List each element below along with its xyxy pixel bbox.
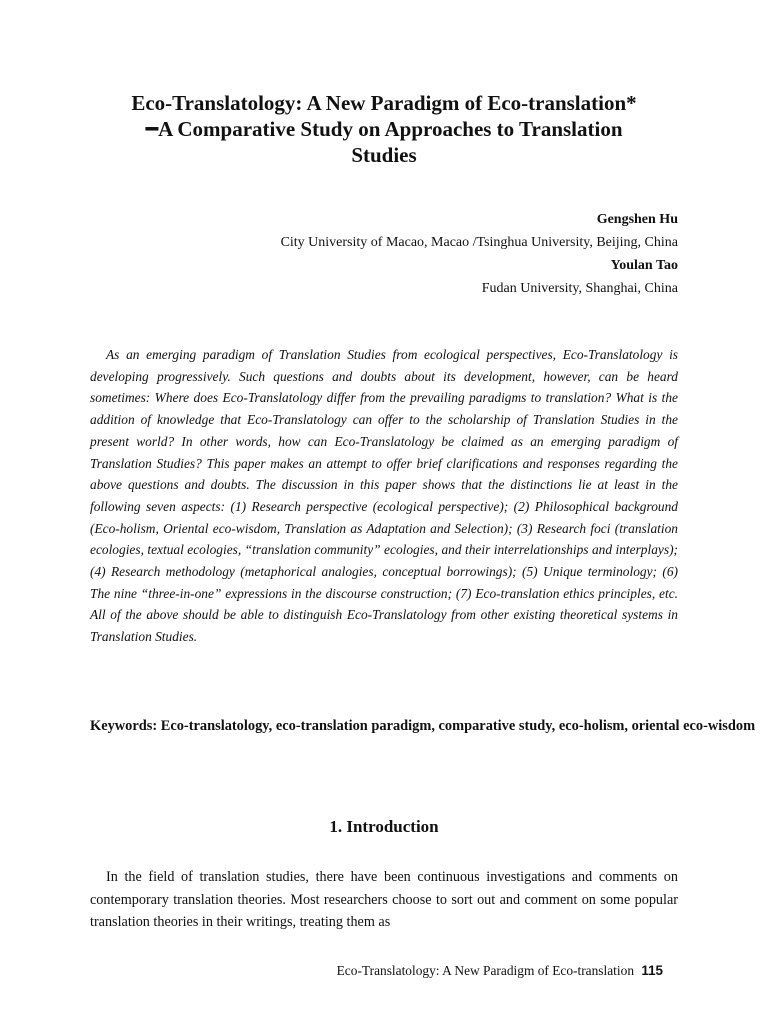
running-footer [337,962,663,980]
abstract: As an emerging paradigm of Translation Studies from ecological perspectives, Eco-Translatology is developing progressively. Such questions and doubts about its development, however, can be heard sometimes: Where does Eco-Translatology differ from the prevailing paradigms to translation? What is the addition of knowledge that Eco-Translatology can offer to the scholarship of Translation Studies in the present world? In other words, how can Eco-Translatology be claimed as an emerging paradigm of Translation Studies? This paper makes an attempt to offer brief clarifications and responses regarding the above questions and doubts. The discussion in this paper shows that the distinctions lie at least in the following seven aspects: (1) Research perspective (ecological perspective); (2) Philosophical background (Eco-holism, Oriental eco-wisdom, Translation as Adaptation and Selection); (3) Research foci (translation ecologies, textual ecologies, “translation community” ecologies, and their interrelationships and interplays); (4) Research methodology (metaphorical analogies, conceptual borrowings); (5) Unique terminology; (6) The nine “three-in-one” expressions in the discourse construction; (7) Eco-translation ethics principles, etc. All of the above should be able to distinguish Eco-Translatology from other existing theoretical systems in Translation Studies. [90,347,678,645]
author-block [281,208,678,300]
page-number: 115 [641,963,663,978]
title-line-3: Studies [351,143,417,167]
running-title: Eco-Translatology: A New Paradigm of Eco-translation [336,963,635,978]
paper-title [90,90,678,168]
keywords: Keywords: Eco-translatology, eco-translation paradigm, comparative study, eco-holism, oriental eco-wisdom [90,718,756,734]
introduction-paragraph: In the field of translation studies, there have been continuous investigations and comments on contemporary translation theories. Most researchers choose to sort out and comment on some popular translation theories in their writings, treating them as [90,869,678,930]
title-line-2: ━A Comparative Study on Approaches to Translation [145,117,623,141]
section-heading: 1. Introduction [329,817,439,836]
author-name-2: Youlan Tao [610,258,678,273]
author-affiliation-2: Fudan University, Shanghai, China [481,281,678,296]
author-affiliation-1: City University of Macao, Macao /Tsinghua University, Beijing, China [280,235,678,250]
title-line-1: Eco-Translatology: A New Paradigm of Eco-translation* [131,91,637,115]
author-name-1: Gengshen Hu [596,212,678,227]
